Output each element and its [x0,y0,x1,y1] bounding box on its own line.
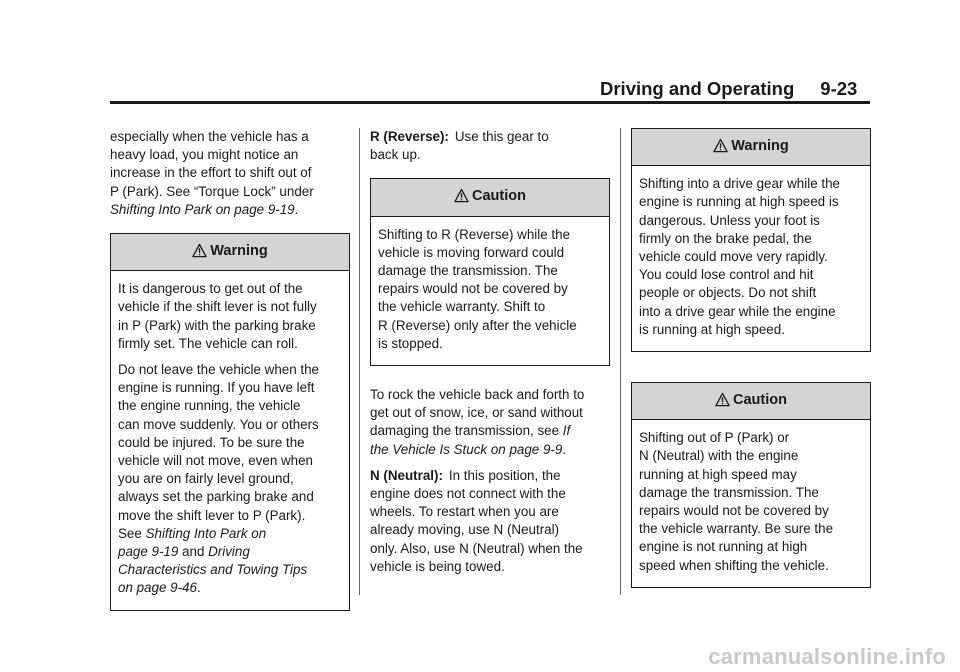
caution-paragraph: Shifting out of P (Park) or N (Neutral) with the engine running at high speed may damage the transmission. The repairs would not be covered by the vehicle warranty. Be sure the engine is not running at high speed when shifting the vehicle. [639,430,834,573]
cross-reference-link[interactable]: on page 9-46 [118,580,197,596]
cross-reference-link[interactable]: Characteristics and Towing Tips [118,562,308,578]
header-rule [110,101,870,104]
warning-title: Warning [210,243,268,260]
warning-header [111,234,349,271]
cross-reference-link[interactable]: Shifting Into Park on page 9-19 [110,201,295,217]
page-header [600,78,857,100]
column-divider [359,128,360,595]
column-divider [620,128,621,595]
intro-paragraph: especially when the vehicle has a heavy load, you might notice an increase in the effort to shift out of P (Park). See “Torque Lock” under Shifting Into Park on page 9-19. [110,129,314,217]
cross-reference-link[interactable]: the Vehicle Is Stuck on page 9-9 [370,441,563,457]
caution-title: Caution [733,392,787,409]
warning-title: Warning [731,138,789,154]
warning-box [110,233,350,611]
cross-reference-link[interactable]: Driving [208,544,250,560]
gear-label: N (Neutral): [370,467,443,483]
caution-box [370,178,610,366]
warning-header [632,129,870,166]
reverse-paragraph: R (Reverse): Use this gear to back up. [370,129,549,163]
caution-triangle-icon [454,188,469,208]
cross-reference-link[interactable]: Shifting Into Park on [145,525,267,541]
cross-reference-link[interactable]: page 9-19 [118,544,179,560]
page-number: 9-23 [820,78,858,99]
section-title: Driving and Operating [600,78,795,99]
watermark: carmanualsonline.info [708,644,946,669]
warning-triangle-icon [713,138,728,158]
warning-paragraph: It is dangerous to get out of the vehicle if the shift lever is not fully in P (Park) with the parking brake firmly set. The vehicle can roll. [118,281,317,351]
column-1 [110,128,350,611]
rock-vehicle-paragraph: To rock the vehicle back and forth to get out of snow, ice, or sand without damaging the transmission, see If the Vehicle Is Stuck on page 9-9. [370,387,585,457]
neutral-paragraph: N (Neutral): In this position, the engine does not connect with the wheels. To restart when you are already moving, use N (Neutral) only. Also, use N (Neutral) when the vehicle is being towed. [370,467,583,574]
caution-header [371,179,609,216]
warning-box [631,128,871,352]
caution-box [631,382,871,588]
column-3 [631,128,871,588]
caution-header [632,383,870,420]
cross-reference-link[interactable]: If [562,423,571,439]
caution-paragraph: Shifting to R (Reverse) while the vehicle is moving forward could damage the transmission. The repairs would not be covered by the vehicle warranty. Shift to R (Reverse) only after the vehicle is stopped. [378,226,577,351]
gear-label: R (Reverse): [370,129,449,144]
warning-paragraph: Do not leave the vehicle when the engine is running. If you have left the engine running, the vehicle can move suddenly. You or others could be injured. To be sure the vehicle will not move, even when you are on fairly level ground, always set the parking brake and move the shift lever to P (Park). See Shifting Into Park on page 9-19 and Driving Characteristics and Towing Tips on page 9-46. [118,362,319,596]
warning-paragraph: Shifting into a drive gear while the engine is running at high speed is dangerous. Unless your foot is firmly on the brake pedal, the vehicle could move very rapidly. You could lose control and hit people or objects. Do not shift into a drive gear while the engine is running at high speed. [639,176,840,337]
caution-triangle-icon [715,392,730,412]
warning-triangle-icon [192,243,207,263]
caution-title: Caution [472,188,526,205]
column-2 [370,128,610,584]
